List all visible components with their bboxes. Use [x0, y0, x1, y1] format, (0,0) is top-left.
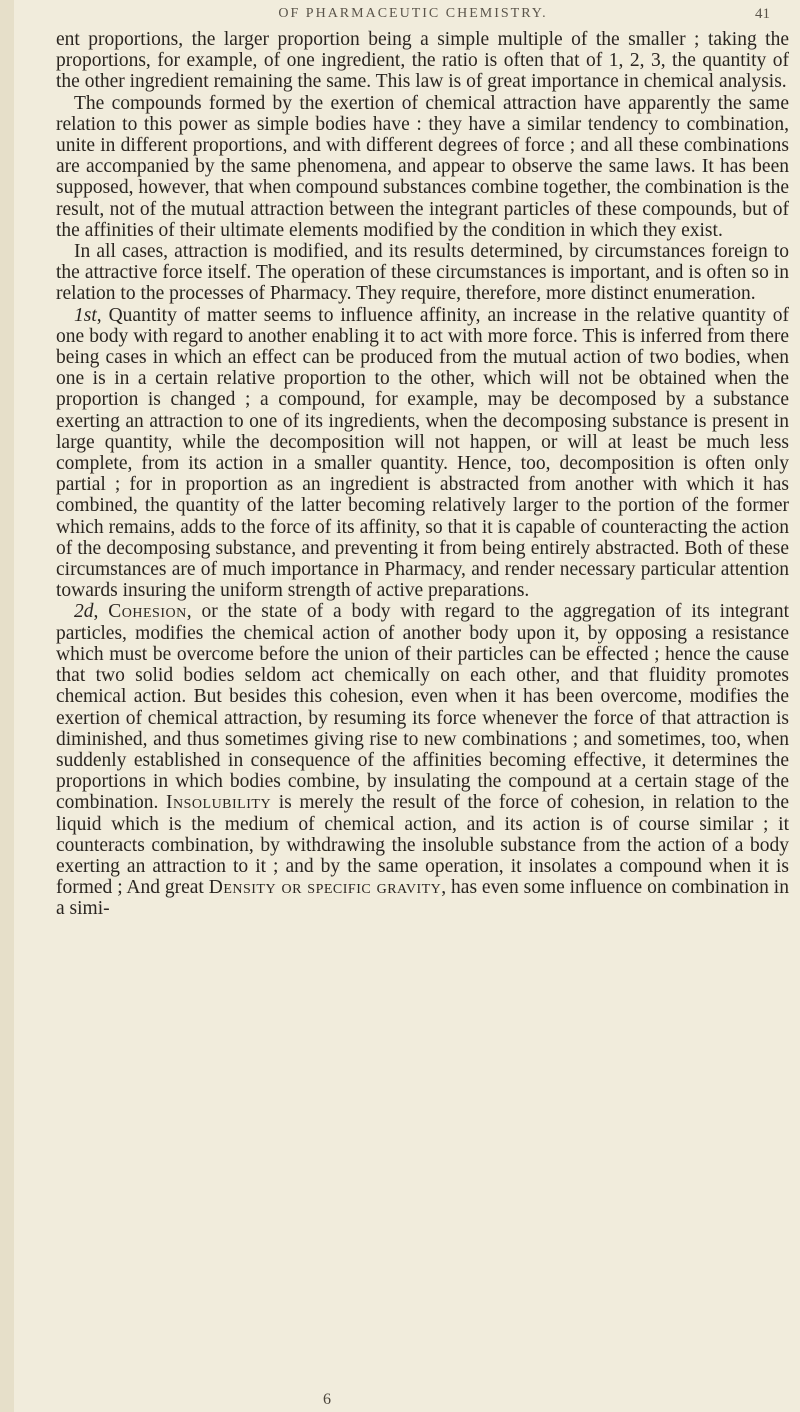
text-run: 1st: [74, 304, 97, 326]
text-run: , Quantity of matter seems to influence affinity, an increase in the relative quantity of one body with regard to another enabling it to act with more force. This is inferred from there being cases in which an effect can be produced from the mutual action of two bodies, when one is in a certain relative proportion to the other, which will not be obtained when the proportion is changed ; a compound, for example, may be decomposed by a substance exerting an attraction to one of its ingredients, when the decomposing substance is present in large quantity, while the decomposition will not happen, or will at least be much less complete, from its action in a smaller quantity. Hence, too, decomposition is often only partial ; for in proportion as an ingredient is abstracted from another with which it has combined, the quantity of the latter becoming relatively larger to the portion of the former which remains, adds to the force of its affinity, so that it is capable of counteracting the action of the decomposing substance, and preventing it from being entirely abstracted. Both of these circumstances are of much importance in Pharmacy, and render necessary particular attention towards insuring the uniform strength of active preparations.: [56, 304, 789, 602]
page-gutter: [0, 0, 14, 1412]
text-run: is merely the result of the force of cohesion, in relation to the liquid which is the medium of chemical action, and its action is of course similar ; it counteracts combination, by withdrawing the insoluble substance from the action of a body exerting an attraction to it ; and by the same operation, it insolates a compound when it is formed ; And great: [56, 792, 790, 899]
paragraph: [56, 305, 789, 602]
text-run: The compounds formed by the exertion of chemical attraction have apparently the same relation to this power as simple bodies have : they have a similar tendency to combination, unite in different proportions, and with different degrees of force ; and all these combinations are accompanied by the same phenomena, and appear to observe the same laws. It has been supposed, however, that when compound substances combine together, the combination is the result, not of the mutual attraction between the integrant particles of these compounds, but of the affinities of their ultimate elements modified by the condition in which they exist.: [56, 92, 789, 241]
paragraph: [56, 241, 789, 305]
text-run: , or the state of a body with regard to the aggregation of its integrant particles, modifies the chemical action of another body upon it, by opposing a resistance which must be overcome before the union of their particles can be effected ; hence the cause that two solid bodies seldom act chemically on each other, and that fluidity promotes chemical action. But besides this cohesion, even when it has been overcome, modifies the exertion of chemical attraction, by resuming its force whenever the force of that attraction is diminished, and thus sometimes giving rise to new combinations ; and sometimes, too, when suddenly established in consequence of the affinities becoming effective, it determines the proportions in which bodies combine, by insulating the compound at a certain stage of the combination.: [56, 601, 789, 814]
text-run: ent proportions, the larger proportion being a simple multiple of the smaller ; taking the proportions, for example, of one ingredient, the ratio is often that of 1, 2, 3, the quantity of the other ingredient remaining the same. This law is of great importance in chemical analysis.: [56, 29, 789, 93]
paragraph: [56, 93, 789, 241]
text-run: 2d: [74, 601, 94, 623]
text-run: In all cases, attraction is modified, and its results determined, by circumstances foreign to the attractive force itself. The operation of these circumstances is important, and is often so in relation to the processes of Pharmacy. They require, therefore, more distinct enumeration.: [56, 241, 789, 305]
page-number: 41: [755, 6, 770, 22]
body-text: [56, 29, 789, 920]
text-run: Density or specific gravity: [208, 877, 442, 899]
text-run: Insolubility: [166, 792, 272, 814]
running-title: OF PHARMACEUTIC CHEMISTRY.: [278, 6, 548, 21]
signature-mark: 6: [323, 1391, 331, 1408]
paragraph: [56, 601, 789, 919]
paragraph: [56, 29, 789, 93]
text-run: ,: [93, 601, 109, 623]
text-run: , has even some influence on combination in a simi-: [56, 877, 789, 920]
running-head: [56, 6, 770, 28]
text-run: Cohesion: [108, 601, 187, 623]
